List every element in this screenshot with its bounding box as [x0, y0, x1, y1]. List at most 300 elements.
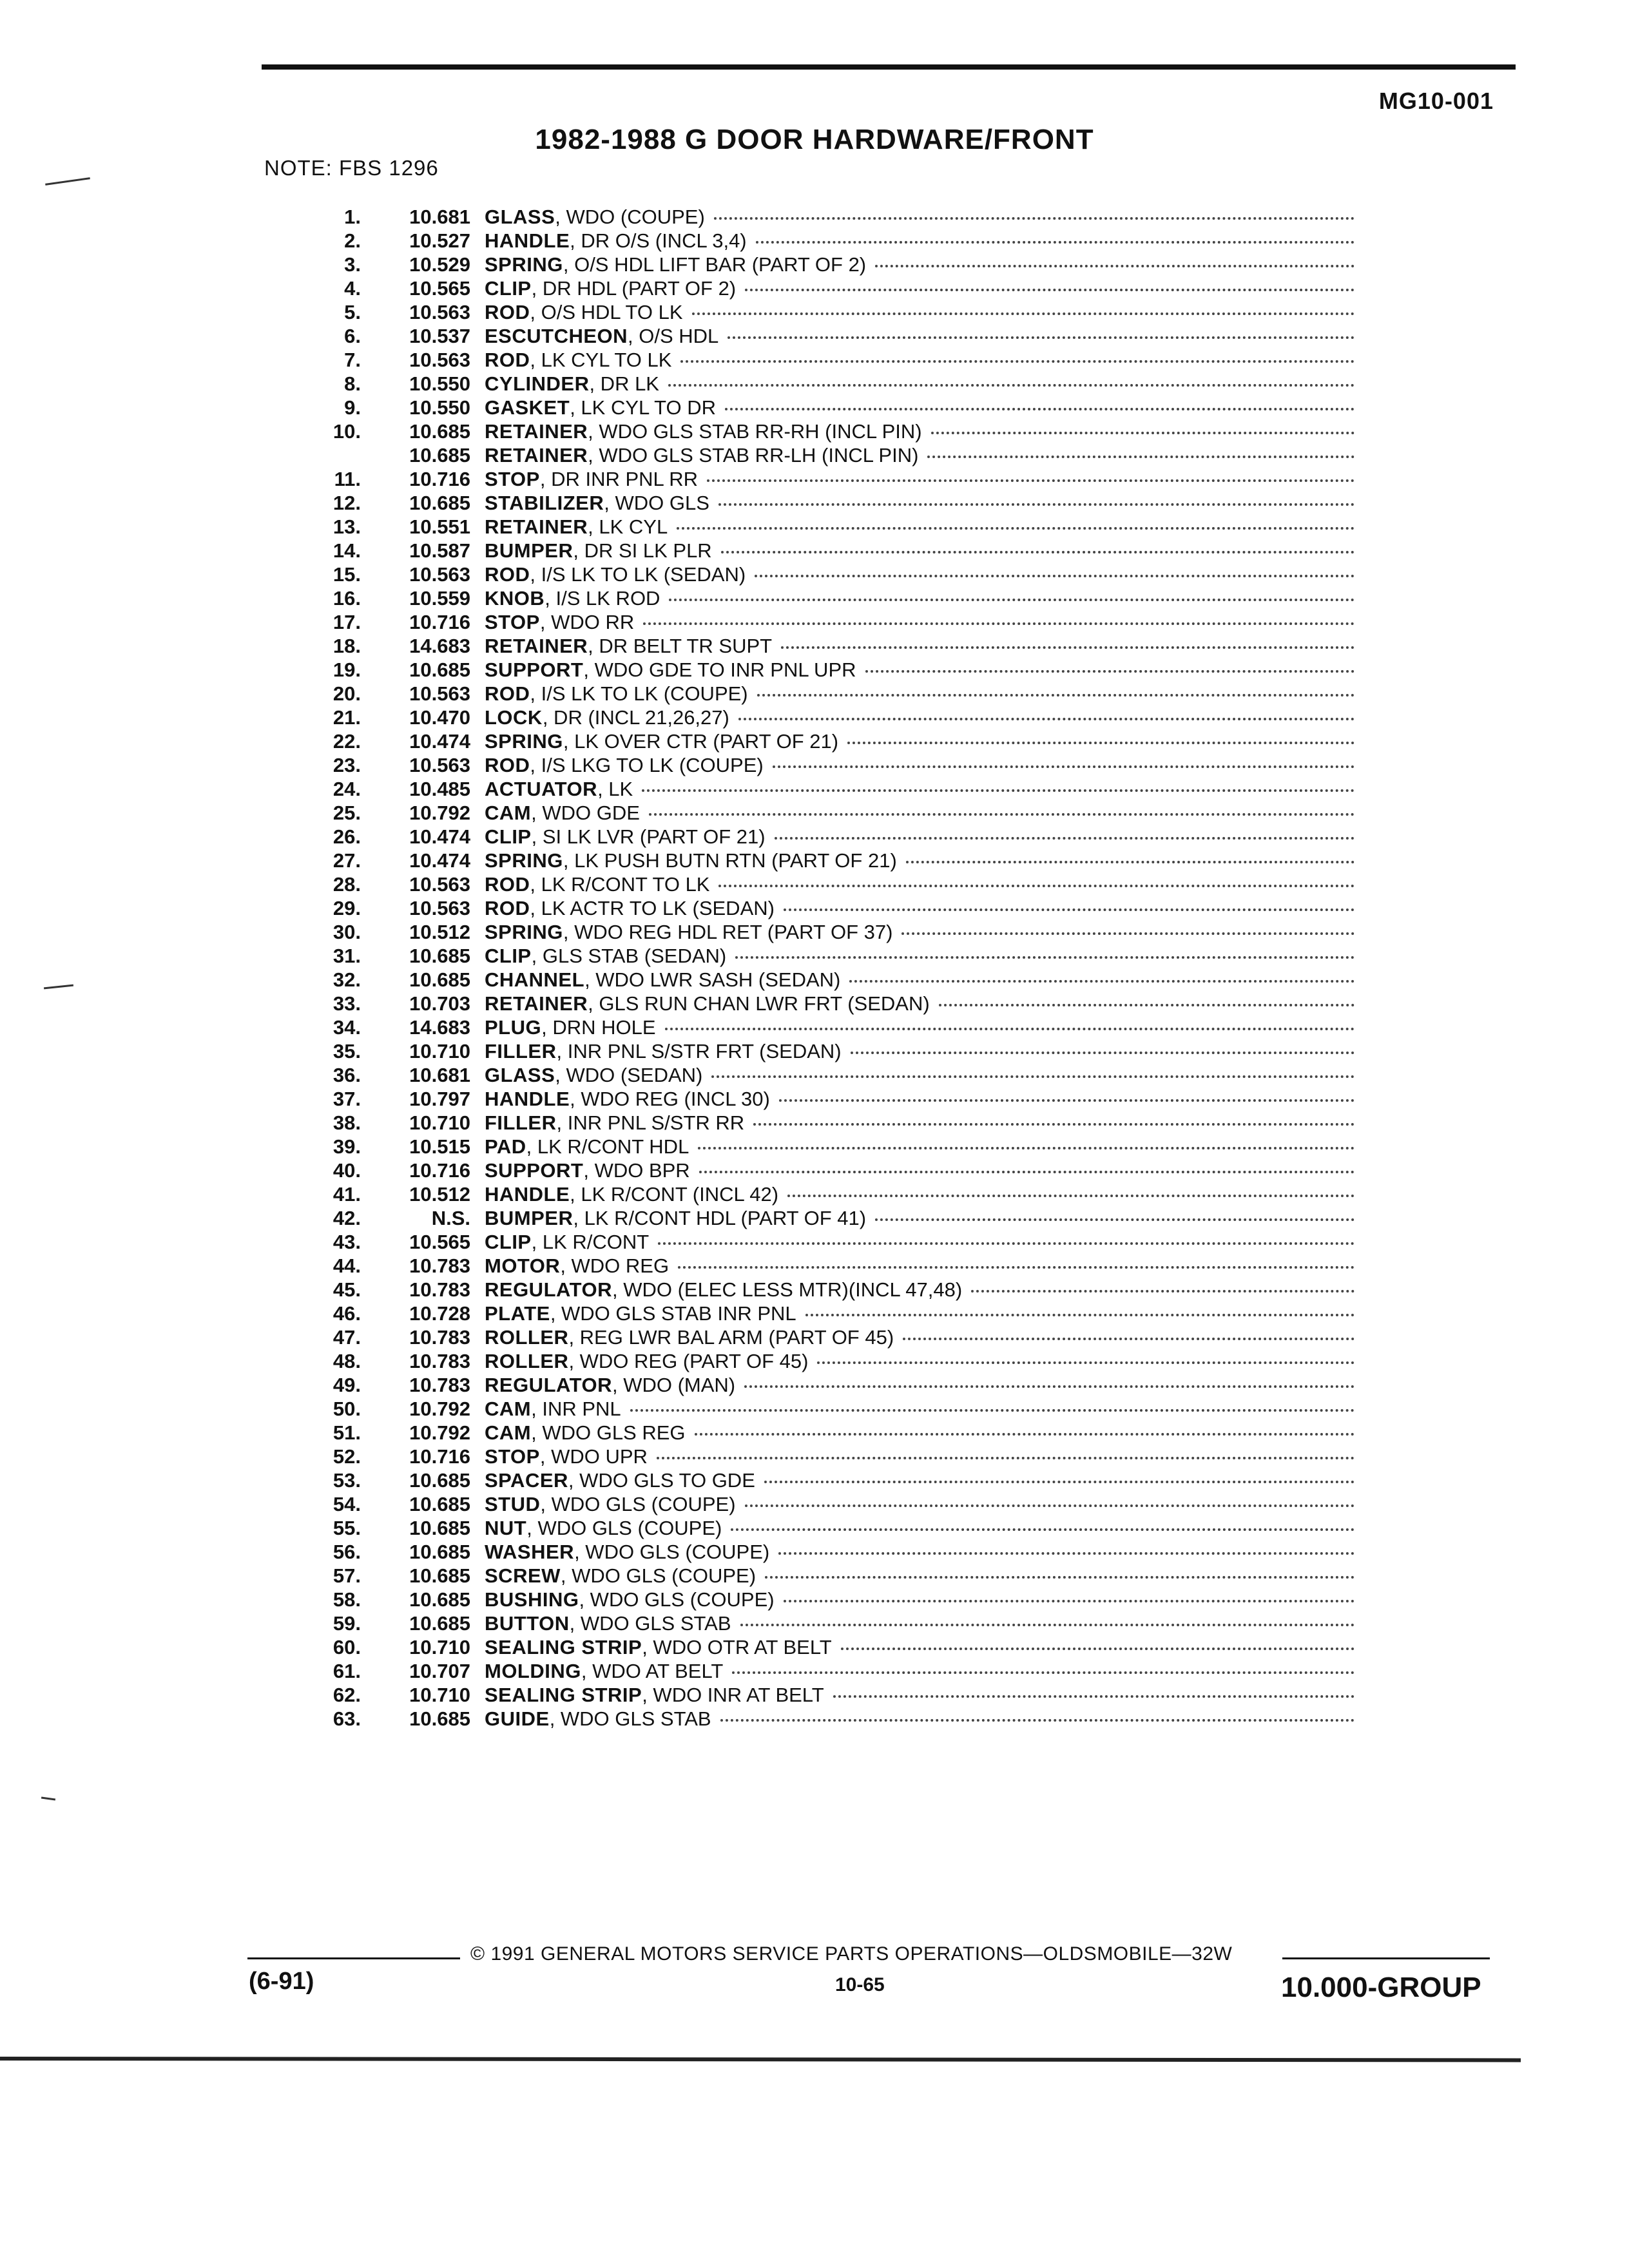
part-description	[485, 491, 709, 515]
part-group-code: 10.710	[409, 1636, 470, 1658]
part-detail: , O/S HDL LIFT BAR (PART OF 2)	[563, 253, 867, 276]
part-description	[485, 1206, 866, 1230]
dot-leader	[692, 312, 1354, 315]
part-row	[296, 396, 1360, 419]
part-name: NUT	[485, 1517, 527, 1539]
part-number: 47.	[333, 1326, 361, 1349]
part-name: PAD	[485, 1135, 526, 1158]
parts-list	[296, 205, 1360, 1731]
part-group-code: 10.685	[409, 1588, 470, 1611]
part-description	[485, 1182, 778, 1206]
dot-leader	[731, 1528, 1354, 1531]
part-row	[296, 1302, 1360, 1325]
part-row	[296, 348, 1360, 372]
part-row	[296, 229, 1360, 253]
dot-leader	[865, 670, 1354, 673]
part-description	[485, 849, 897, 872]
part-description	[485, 1492, 736, 1516]
part-description	[485, 324, 718, 348]
part-detail: , WDO (MAN)	[612, 1374, 736, 1396]
part-group-code: 10.685	[409, 658, 470, 681]
dot-leader	[721, 551, 1354, 553]
part-number: 51.	[333, 1421, 361, 1444]
part-name: PLUG	[485, 1016, 542, 1039]
part-row	[296, 276, 1360, 300]
part-group-code: 10.685	[409, 1493, 470, 1515]
part-name: REGULATOR	[485, 1278, 612, 1301]
part-row	[296, 1063, 1360, 1087]
dot-leader	[744, 1385, 1354, 1388]
part-number: 4.	[344, 277, 361, 300]
part-description	[485, 1659, 723, 1683]
part-row	[296, 515, 1360, 539]
part-name: HANDLE	[485, 1088, 570, 1110]
part-group-code: 10.728	[409, 1302, 470, 1325]
part-detail: , DRN HOLE	[541, 1016, 656, 1039]
part-detail: , WDO GLS STAB RR-RH (INCL PIN)	[588, 420, 922, 443]
part-description	[485, 372, 659, 396]
part-name: CAM	[485, 1398, 532, 1420]
part-detail: , DR (INCL 21,26,27)	[542, 706, 729, 729]
part-detail: , SI LK LVR (PART OF 21)	[531, 825, 766, 848]
part-detail: , DR SI LK PLR	[573, 539, 712, 562]
part-description	[485, 658, 856, 682]
part-name: SPRING	[485, 849, 563, 872]
top-rule	[262, 64, 1516, 70]
dot-leader	[773, 765, 1354, 768]
part-description	[485, 253, 866, 276]
part-group-code: 10.681	[409, 206, 470, 228]
part-row	[296, 1206, 1360, 1230]
part-row	[296, 849, 1360, 872]
part-description	[485, 539, 712, 562]
part-number: 52.	[333, 1445, 361, 1468]
part-name: CLIP	[485, 825, 532, 848]
part-detail: , WDO GDE TO INR PNL UPR	[583, 658, 856, 681]
dot-leader	[787, 1195, 1354, 1197]
part-name: RETAINER	[485, 444, 588, 466]
part-row	[296, 1325, 1360, 1349]
part-detail: , REG LWR BAL ARM (PART OF 45)	[568, 1326, 894, 1349]
part-name: CYLINDER	[485, 372, 590, 395]
part-row	[296, 634, 1360, 658]
dot-leader	[630, 1409, 1354, 1412]
part-description	[485, 1564, 756, 1588]
part-row	[296, 896, 1360, 920]
part-group-code: 10.685	[409, 1564, 470, 1587]
part-group-code: 10.474	[409, 825, 470, 848]
part-name: CLIP	[485, 1231, 532, 1253]
part-detail: , WDO INR AT BELT	[642, 1684, 824, 1706]
part-detail: , I/S LKG TO LK (COUPE)	[530, 754, 764, 776]
part-row	[296, 968, 1360, 992]
part-detail: , DR HDL (PART OF 2)	[531, 277, 737, 300]
part-row	[296, 491, 1360, 515]
part-number: 28.	[333, 873, 361, 896]
part-number: 23.	[333, 754, 361, 776]
part-number: 34.	[333, 1016, 361, 1039]
part-detail: , DR O/S (INCL 3,4)	[570, 229, 747, 252]
part-group-code: 10.529	[409, 253, 470, 276]
dot-leader	[699, 1171, 1354, 1173]
part-detail: , LK CYL	[588, 515, 668, 538]
part-description	[485, 1445, 648, 1468]
part-group-code: N.S.	[431, 1207, 470, 1229]
part-number: 58.	[333, 1588, 361, 1611]
part-detail: , WDO OTR AT BELT	[642, 1636, 832, 1658]
part-number: 44.	[333, 1254, 361, 1277]
part-name: ACTUATOR	[485, 778, 598, 800]
part-row	[296, 1492, 1360, 1516]
part-name: PLATE	[485, 1302, 550, 1325]
part-name: HANDLE	[485, 229, 570, 252]
dot-leader	[678, 1266, 1354, 1269]
dot-leader	[757, 694, 1354, 697]
part-description	[485, 1015, 656, 1039]
part-row	[296, 1516, 1360, 1540]
part-description	[485, 1611, 731, 1635]
part-group-code: 10.474	[409, 730, 470, 753]
part-number: 54.	[333, 1493, 361, 1515]
part-row	[296, 205, 1360, 229]
part-group-code: 10.550	[409, 396, 470, 419]
part-number: 53.	[333, 1469, 361, 1492]
part-name: BUTTON	[485, 1612, 570, 1635]
part-number: 15.	[333, 563, 361, 586]
part-group-code: 10.550	[409, 372, 470, 395]
part-name: ROD	[485, 349, 530, 371]
dot-leader	[745, 1504, 1354, 1507]
part-name: BUMPER	[485, 539, 574, 562]
part-number: 45.	[333, 1278, 361, 1301]
part-row	[296, 1540, 1360, 1564]
part-detail: , GLS RUN CHAN LWR FRT (SEDAN)	[588, 992, 930, 1015]
part-description	[485, 300, 683, 324]
part-number: 10.	[333, 420, 361, 443]
part-detail: , I/S LK TO LK (COUPE)	[530, 682, 748, 705]
part-description	[485, 1373, 735, 1397]
part-group-code: 10.563	[409, 563, 470, 586]
part-number: 43.	[333, 1231, 361, 1253]
part-detail: , WDO GLS (COUPE)	[526, 1517, 722, 1539]
part-group-code: 10.710	[409, 1040, 470, 1062]
part-description	[485, 205, 705, 229]
part-detail: , WDO GLS (COUPE)	[579, 1588, 775, 1611]
part-row	[296, 1468, 1360, 1492]
dot-leader	[735, 956, 1354, 959]
part-name: ROLLER	[485, 1350, 569, 1372]
dot-leader	[711, 1075, 1354, 1078]
part-group-code: 10.563	[409, 873, 470, 896]
part-number: 2.	[344, 229, 361, 252]
dot-leader	[906, 861, 1354, 863]
part-row	[296, 944, 1360, 968]
part-name: CAM	[485, 802, 532, 824]
part-number: 38.	[333, 1111, 361, 1134]
part-detail: , LK R/CONT TO LK	[530, 873, 710, 896]
part-description	[485, 610, 634, 634]
part-number: 36.	[333, 1064, 361, 1086]
part-name: STOP	[485, 611, 540, 633]
part-row	[296, 1611, 1360, 1635]
part-detail: , WDO AT BELT	[581, 1660, 724, 1682]
part-detail: , INR PNL S/STR RR	[556, 1111, 745, 1134]
part-description	[485, 1039, 842, 1063]
dot-leader	[732, 1671, 1354, 1674]
dot-leader	[677, 527, 1354, 530]
part-row	[296, 992, 1360, 1015]
part-name: SPRING	[485, 921, 563, 943]
part-detail: , LK CYL TO DR	[570, 396, 717, 419]
part-detail: , WDO GLS	[604, 492, 709, 514]
part-number: 19.	[333, 658, 361, 681]
dot-leader	[725, 408, 1354, 410]
part-row	[296, 300, 1360, 324]
part-number: 30.	[333, 921, 361, 943]
part-name: FILLER	[485, 1040, 557, 1062]
part-description	[485, 634, 772, 658]
part-number: 25.	[333, 802, 361, 824]
part-description	[485, 1111, 744, 1135]
dot-leader	[668, 384, 1354, 387]
bottom-rule	[0, 2057, 1521, 2062]
part-row	[296, 324, 1360, 348]
dot-leader	[901, 932, 1354, 935]
part-number: 61.	[333, 1660, 361, 1682]
part-row	[296, 1111, 1360, 1135]
part-number: 60.	[333, 1636, 361, 1658]
dot-leader	[764, 1481, 1354, 1483]
part-group-code: 10.710	[409, 1684, 470, 1706]
part-row	[296, 1445, 1360, 1468]
dot-leader	[927, 456, 1354, 458]
part-number: 5.	[344, 301, 361, 323]
part-group-code: 10.716	[409, 611, 470, 633]
part-number: 16.	[333, 587, 361, 610]
part-description	[485, 467, 698, 491]
part-group-code: 10.559	[409, 587, 470, 610]
part-description	[485, 1516, 722, 1540]
part-group-code: 10.537	[409, 325, 470, 347]
part-group-code: 10.685	[409, 492, 470, 514]
part-detail: , WDO REG	[560, 1254, 670, 1277]
part-group-code: 10.512	[409, 921, 470, 943]
part-detail: , WDO LWR SASH (SEDAN)	[584, 968, 841, 991]
part-group-code: 10.703	[409, 992, 470, 1015]
part-row	[296, 253, 1360, 276]
dot-leader	[903, 1338, 1354, 1340]
note: NOTE: FBS 1296	[264, 156, 439, 180]
part-group-code: 10.563	[409, 682, 470, 705]
part-name: MOLDING	[485, 1660, 581, 1682]
part-group-code: 10.515	[409, 1135, 470, 1158]
copyright: © 1991 GENERAL MOTORS SERVICE PARTS OPERATIONS—OLDSMOBILE—32W	[470, 1943, 1233, 1965]
part-description	[485, 1349, 808, 1373]
part-group-code: 10.685	[409, 945, 470, 967]
part-detail: , LK R/CONT HDL	[526, 1135, 689, 1158]
part-number: 12.	[333, 492, 361, 514]
part-detail: , WDO GLS REG	[531, 1421, 686, 1444]
part-detail: , LK R/CONT (INCL 42)	[570, 1183, 779, 1206]
part-name: CHANNEL	[485, 968, 585, 991]
dot-leader	[720, 1719, 1354, 1722]
part-description	[485, 586, 660, 610]
part-name: RETAINER	[485, 635, 588, 657]
part-group-code: 10.685	[409, 1469, 470, 1492]
part-number: 29.	[333, 897, 361, 919]
part-detail: , DR LK	[589, 372, 659, 395]
part-row	[296, 586, 1360, 610]
part-row	[296, 1588, 1360, 1611]
part-number: 26.	[333, 825, 361, 848]
part-detail: , WDO (SEDAN)	[555, 1064, 703, 1086]
part-number: 57.	[333, 1564, 361, 1587]
part-name: FILLER	[485, 1111, 557, 1134]
part-group-code: 10.685	[409, 420, 470, 443]
part-group-code: 14.683	[409, 635, 470, 657]
dot-leader	[817, 1361, 1354, 1364]
part-row	[296, 1015, 1360, 1039]
dot-leader	[714, 217, 1354, 220]
part-number: 22.	[333, 730, 361, 753]
part-detail: , INR PNL	[531, 1398, 621, 1420]
part-number: 17.	[333, 611, 361, 633]
part-number: 3.	[344, 253, 361, 276]
part-description	[485, 396, 716, 419]
part-group-code: 10.474	[409, 849, 470, 872]
dot-leader	[753, 1123, 1354, 1126]
dot-leader	[833, 1695, 1354, 1698]
part-number: 8.	[344, 372, 361, 395]
part-description	[485, 968, 840, 992]
part-number: 20.	[333, 682, 361, 705]
part-name: STABILIZER	[485, 492, 604, 514]
part-row	[296, 658, 1360, 682]
part-group-code: 10.792	[409, 1398, 470, 1420]
part-description	[485, 1087, 770, 1111]
part-detail: , WDO GLS STAB	[549, 1707, 711, 1730]
page-code: MG10-001	[1378, 88, 1494, 114]
part-detail: , WDO REG HDL RET (PART OF 37)	[563, 921, 893, 943]
dot-leader	[698, 1147, 1354, 1149]
part-number: 27.	[333, 849, 361, 872]
part-number: 13.	[333, 515, 361, 538]
part-row	[296, 825, 1360, 849]
part-group-code: 10.563	[409, 301, 470, 323]
part-description	[485, 1588, 775, 1611]
dot-leader	[657, 1457, 1354, 1459]
dot-leader	[658, 1242, 1354, 1245]
part-row	[296, 1278, 1360, 1302]
part-row	[296, 372, 1360, 396]
part-group-code: 10.685	[409, 1541, 470, 1563]
dot-leader	[740, 1624, 1355, 1626]
part-number: 49.	[333, 1374, 361, 1396]
part-group-code: 10.710	[409, 1111, 470, 1134]
part-group-code: 10.797	[409, 1088, 470, 1110]
part-row	[296, 729, 1360, 753]
part-row	[296, 753, 1360, 777]
part-detail: , LK	[597, 778, 633, 800]
part-group-code: 10.685	[409, 968, 470, 991]
part-name: ROD	[485, 301, 530, 323]
part-description	[485, 1278, 962, 1302]
part-group-code: 10.587	[409, 539, 470, 562]
part-row	[296, 1421, 1360, 1445]
part-detail: , WDO REG (INCL 30)	[570, 1088, 770, 1110]
part-name: SEALING STRIP	[485, 1684, 642, 1706]
dot-leader	[931, 432, 1354, 434]
part-name: SPACER	[485, 1469, 568, 1492]
part-name: ESCUTCHEON	[485, 325, 628, 347]
part-description	[485, 443, 918, 467]
part-description	[485, 1135, 689, 1158]
margin-mark	[44, 985, 73, 990]
part-description	[485, 515, 668, 539]
part-detail: , DR BELT TR SUPT	[588, 635, 773, 657]
part-detail: , LK R/CONT	[531, 1231, 650, 1253]
part-row	[296, 467, 1360, 491]
part-row	[296, 1182, 1360, 1206]
part-number: 9.	[344, 396, 361, 419]
part-description	[485, 1468, 755, 1492]
part-row	[296, 443, 1360, 467]
part-row	[296, 1397, 1360, 1421]
part-row	[296, 562, 1360, 586]
part-row	[296, 1349, 1360, 1373]
part-name: CLIP	[485, 945, 532, 967]
dot-leader	[875, 265, 1354, 267]
part-description	[485, 1683, 824, 1707]
part-name: GUIDE	[485, 1707, 550, 1730]
part-name: CLIP	[485, 277, 532, 300]
part-name: LOCK	[485, 706, 543, 729]
part-description	[485, 729, 838, 753]
part-number: 59.	[333, 1612, 361, 1635]
part-row	[296, 1087, 1360, 1111]
part-number: 11.	[334, 468, 361, 490]
part-group-code: 10.685	[409, 444, 470, 466]
part-description	[485, 276, 736, 300]
part-row	[296, 419, 1360, 443]
dot-leader	[665, 1028, 1354, 1030]
part-group-code: 10.685	[409, 1707, 470, 1730]
part-description	[485, 1540, 769, 1564]
part-group-code: 10.551	[409, 515, 470, 538]
part-group-code: 10.563	[409, 754, 470, 776]
dot-leader	[728, 336, 1354, 339]
part-description	[485, 1421, 686, 1445]
part-description	[485, 562, 746, 586]
dot-leader	[649, 813, 1354, 816]
part-description	[485, 1254, 669, 1278]
page-title: 1982-1988 G DOOR HARDWARE/FRONT	[535, 124, 1094, 155]
dot-leader	[745, 289, 1354, 291]
part-row	[296, 872, 1360, 896]
part-group-code: 10.707	[409, 1660, 470, 1682]
part-group-code: 10.685	[409, 1612, 470, 1635]
part-row	[296, 1039, 1360, 1063]
part-row	[296, 1683, 1360, 1707]
part-name: MOTOR	[485, 1254, 561, 1277]
part-row	[296, 1635, 1360, 1659]
part-row	[296, 1254, 1360, 1278]
part-row	[296, 539, 1360, 562]
part-name: ROLLER	[485, 1326, 569, 1349]
part-description	[485, 920, 892, 944]
part-number: 63.	[333, 1707, 361, 1730]
part-name: WASHER	[485, 1541, 575, 1563]
